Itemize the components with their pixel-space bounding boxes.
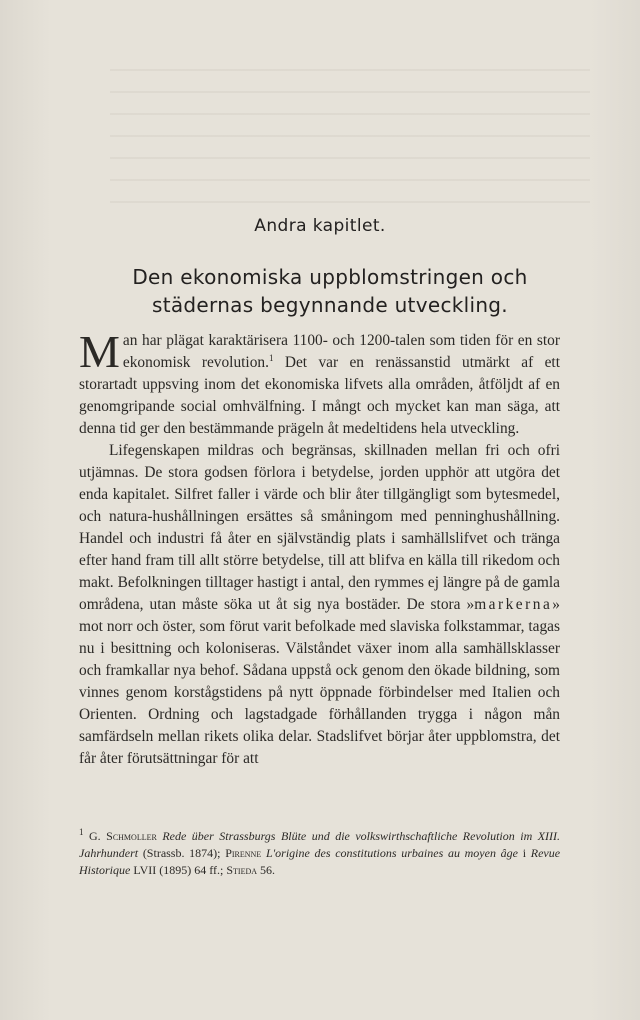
drop-cap: M — [79, 326, 120, 377]
paragraph-2-text-b: » mot norr och öster, som förut varit befolkade med slaviska folkstammar, tagas nu i besittning och koloniseras. Välståndet växer inom alla samhällsklasser och framkallar nya behof. Sådana uppstå ock genom den ökade bildning, som vinnes genom korstågstidens på nytt öppnade förbindelser med Italien och Orienten. Ordning och lagstadgade förhållanden trygga i någon mån samfärdseln mellan rikets olika delar. Stadslifvet börjar åter uppblomstra, det får åter förutsättningar för att — [79, 596, 560, 767]
footnote-author1-initial: G. — [88, 829, 101, 843]
paragraph-2 — [79, 440, 560, 770]
footnote-author3: Stieda — [226, 863, 258, 877]
paragraph-1-text-b: Det var en renässanstid utmärkt af ett storartadt uppsving inom det ekonomiska lifvets alla områden, åtföljdt af en genomgripande social omhvälfning. I mångt och mycket kan man säga, att denna tid ger den bestämmande prägeln åt medeltidens hela utveckling. — [79, 354, 560, 437]
footnote-number: 1 — [79, 827, 84, 837]
paragraph-1-text-a: an har plägat karaktärisera 1100- och 1200-talen som tiden för en stor ekonomisk revolution. — [122, 332, 560, 371]
footnote-author2: Pirenne — [225, 846, 262, 860]
chapter-label: Andra kapitlet. — [254, 216, 386, 236]
body-text — [79, 326, 560, 770]
paragraph-2-text-a: Lifegenskapen mildras och begränsas, skillnaden mellan fri och ofri utjämnas. De stora godsen förlora i betydelse, jorden upphör att utgöra det enda kapitalet. Silfret faller i värde och blir åter tillgängligt som bytesmedel, och natura-hushållningen ersättes så småningom med penninghushållning. Handel och industri få åter en självständig plats i samhällslifvet och tränga efter hand fram till allt större betydelse, till att blifva en källa till rikedom och makt. Befolkningen tilltager hastigt i antal, den rymmes ej längre på de gamla områdena, utan måste söka ut åt sig nya bostäder. De stora » — [79, 442, 560, 613]
footnote-pub1: (Strassb. 1874); — [142, 846, 221, 860]
footnote-in: i — [522, 846, 527, 860]
footnote — [79, 824, 560, 879]
footnote-pub2: LVII (1895) 64 ff.; — [133, 863, 224, 877]
footnote-work2: L'origine des constitutions urbaines au moyen âge — [265, 846, 518, 860]
footnote-journal2: Revue Historique — [79, 846, 561, 877]
footnote-reference: 1 — [268, 352, 274, 363]
footnote-pub3: 56. — [260, 863, 276, 877]
footnote-author1: Schmoller — [106, 829, 157, 843]
bleed-through-text — [110, 55, 590, 205]
paragraph-1 — [79, 326, 560, 440]
footnote-work1: Rede über Strassburgs Blüte und die volkswirthschaftliche Revolution im XIII. Jahrhundert — [79, 829, 561, 860]
emphasized-word: markerna — [474, 596, 553, 613]
chapter-title: Den ekonomiska uppblomstringen och städernas begynnande utveckling. — [132, 265, 528, 317]
